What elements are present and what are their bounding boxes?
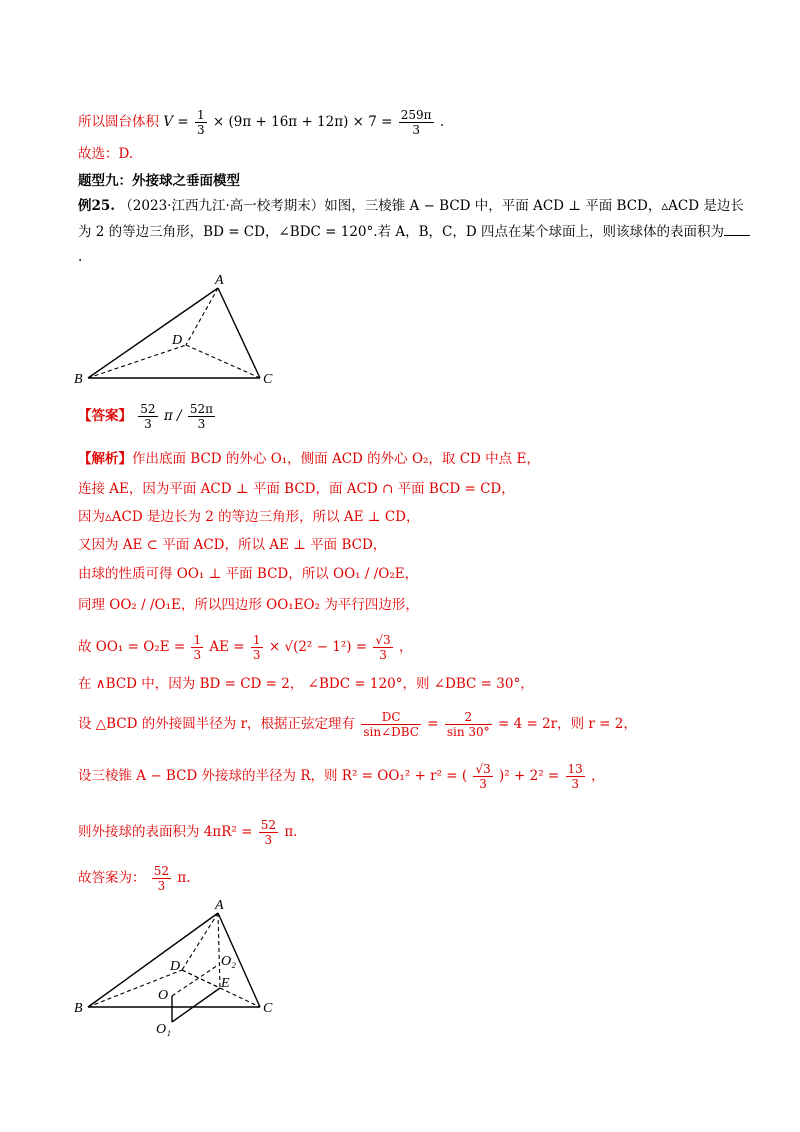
volume-line [78, 108, 444, 137]
answer-sep: π / [163, 408, 182, 424]
label-d: D [172, 333, 183, 348]
example-label: 例25. [78, 198, 115, 214]
label-a-2: A [215, 898, 224, 913]
l7-c: × √(2² − 1²) = [268, 639, 368, 655]
label-o1: O₁ [156, 1022, 171, 1037]
solution-line-3: 因为▵ACD 是边长为 2 的等边三角形，所以 AE ⊥ CD， [78, 509, 420, 525]
solution-line-2: 连接 AE，因为平面 ACD ⊥ 平面 BCD，面 ACD ∩ 平面 BCD = CD， [78, 481, 515, 497]
l12-frac-1: $\frac{52}{3}$ [153, 864, 170, 893]
edge-ab [88, 288, 218, 378]
example-text-2: 为 2 的等边三角形，BD = CD，∠BDC = 120°.若 A，B，C，D 四点在某个球面上，则该球体的表面积为 [78, 224, 724, 240]
fraction-one-third: $\frac{1}{3}$ [196, 108, 205, 137]
l10-frac-1: $\frac{√3}{3}$ [475, 762, 491, 791]
volume-end: . [439, 114, 445, 130]
l10-c: ， [591, 768, 605, 784]
l7-a: 故 OO₁ = O₂E = [78, 639, 186, 655]
label-b: B [74, 372, 83, 387]
label-c-2: C [263, 1001, 273, 1016]
edge-ab-2 [88, 913, 218, 1007]
solution-line-9 [78, 710, 637, 739]
label-e: E [221, 976, 230, 991]
label-o2: O₂ [221, 954, 236, 969]
choice-line: 故选：D. [78, 146, 134, 162]
edge-bd [88, 345, 186, 378]
solution-line-11 [78, 818, 297, 847]
l10-frac-2: $\frac{13}{3}$ [567, 762, 583, 791]
solution-line-10 [78, 762, 605, 791]
l12-a: 故答案为： [78, 870, 146, 886]
example-line-2 [78, 223, 750, 241]
l9-frac-2: $\frac{2}{\sin 30^\circ}$ [446, 710, 490, 739]
volume-formula-mid: × (9π + 16π + 12π) × 7 = [212, 114, 393, 130]
l10-a: 设三棱锥 A − BCD 外接球的半径为 R，则 R² = OO₁² + r² = ( [78, 768, 468, 784]
label-a: A [215, 273, 224, 288]
l7-frac-2: $\frac{1}{3}$ [252, 633, 261, 662]
l7-b: AE = [209, 639, 245, 655]
l12-b: π. [177, 870, 191, 886]
segment-ae [218, 913, 220, 988]
l7-d: ， [398, 639, 413, 655]
l9-frac-1: $\frac{DC}{\text{sin∠DBC}}$ [363, 710, 419, 739]
l9-a: 设 △BCD 的外接圆半径为 r，根据正弦定理有 [78, 716, 356, 732]
l9-b: = [427, 716, 439, 732]
l11-b: π. [284, 824, 298, 840]
edge-ac [218, 288, 260, 378]
tetrahedron-figure-1 [60, 270, 300, 390]
example-line-1 [78, 197, 744, 215]
l7-frac-1: $\frac{1}{3}$ [193, 633, 202, 662]
label-o: O [158, 988, 169, 1003]
answer-fraction-2: $\frac{52\pi}{3}$ [189, 402, 214, 431]
l11-a: 则外接球的表面积为 4πR² = [78, 824, 253, 840]
volume-prefix: 所以圆台体积 [78, 114, 159, 130]
answer-fraction-1: $\frac{52}{3}$ [140, 402, 156, 431]
edge-ad-2 [182, 913, 218, 970]
l10-b: )² + 2² = [499, 768, 560, 784]
answer-label: 【答案】 [78, 408, 132, 424]
solution-line-4: 又因为 AE ⊂ 平面 ACD，所以 AE ⊥ 平面 BCD， [78, 537, 387, 553]
solution-label: 【解析】 [78, 451, 132, 467]
solution-text-1: 作出底面 BCD 的外心 O₁，侧面 ACD 的外心 O₂，取 CD 中点 E， [132, 451, 540, 467]
label-d-2: D [170, 959, 181, 974]
solution-line-1 [78, 450, 540, 468]
segment-d-e [182, 970, 220, 988]
example-line-3: . [78, 249, 83, 265]
l7-frac-3: $\frac{√3}{3}$ [375, 633, 391, 662]
l11-frac-1: $\frac{52}{3}$ [260, 818, 277, 847]
label-b-2: B [74, 1001, 83, 1016]
label-c: C [263, 372, 273, 387]
tetrahedron-figure-2 [60, 895, 300, 1040]
segment-o1-e [172, 988, 220, 1022]
solution-line-7 [78, 633, 412, 662]
example-text-1: （2023·江西九江·高一校考期末）如图，三棱锥 A − BCD 中，平面 ACD ⊥ 平面 BCD，▵ACD 是边长 [119, 198, 744, 214]
answer-line [78, 402, 217, 431]
solution-line-12 [78, 864, 191, 893]
fraction-result: $\frac{259\pi}{3}$ [400, 108, 432, 137]
solution-line-5: 由球的性质可得 OO₁ ⊥ 平面 BCD，所以 OO₁ / /O₂E， [78, 566, 419, 582]
solution-line-6: 同理 OO₂ / /O₁E，所以四边形 OO₁EO₂ 为平行四边形， [78, 597, 419, 613]
section-title: 题型九：外接球之垂面模型 [78, 173, 240, 189]
solution-line-8: 在 ∧BCD 中，因为 BD = CD = 2， ∠BDC = 120°，则 ∠DBC = 30°， [78, 676, 534, 692]
volume-formula-left: V = [163, 114, 189, 130]
l9-c: = 4 = 2r，则 r = 2， [497, 716, 637, 732]
answer-blank [724, 223, 750, 236]
edge-ad [186, 288, 218, 345]
edge-cd [186, 345, 260, 378]
